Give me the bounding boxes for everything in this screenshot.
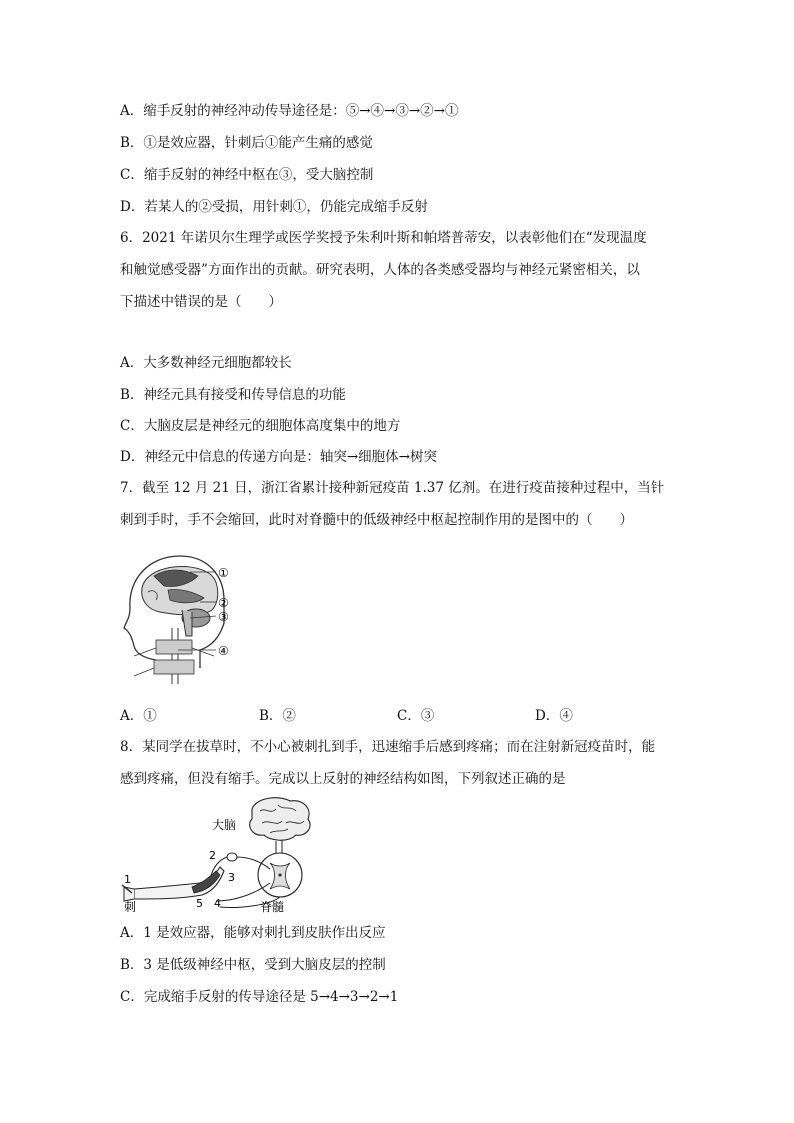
q6-option-d: D．神经元中信息的传递方向是：轴突→细胞体→树突: [120, 449, 437, 465]
q8-stem-line-1: 8．某同学在拔草时，不小心被刺扎到手，迅速缩手后感到疼痛；而在注射新冠疫苗时，能: [120, 739, 656, 755]
q8-label-1: 1: [124, 873, 131, 886]
q7-label-3: ③: [218, 610, 229, 624]
q8-label-brain: 大脑: [212, 818, 237, 832]
q8-label-5: 5: [196, 897, 203, 910]
q7-label-4: ④: [218, 644, 229, 658]
q8-label-2: 2: [209, 849, 216, 862]
q6-stem-line-3: 下描述中错误的是（ ）: [120, 294, 282, 310]
q7-option-d: D．④: [535, 708, 573, 724]
q6-option-c: C．大脑皮层是神经元的细胞体高度集中的地方: [120, 418, 401, 434]
q5-option-c: C．缩手反射的神经中枢在③，受大脑控制: [120, 167, 374, 183]
q5-option-d: D．若某人的②受损，用针刺①，仍能完成缩手反射: [120, 199, 428, 215]
q7-label-1: ①: [218, 566, 229, 580]
q8-option-a: A．1 是效应器，能够对刺扎到皮肤作出反应: [120, 925, 386, 941]
q7-stem-line-1: 7．截至 12 月 21 日，浙江省累计接种新冠疫苗 1.37 亿剂。在进行疫苗接种过程中，当针: [120, 480, 665, 496]
q8-stem-line-2: 感到疼痛，但没有缩手。完成以上反射的神经结构如图，下列叙述正确的是: [120, 771, 566, 787]
q8-option-b: B．3 是低级神经中枢，受到大脑皮层的控制: [120, 957, 386, 973]
q8-label-thorn: 刺: [124, 900, 137, 913]
q7-stem-line-2: 刺到手时，手不会缩回，此时对脊髓中的低级神经中枢起控制作用的是图中的（ ）: [120, 512, 633, 528]
q8-label-3: 3: [228, 871, 235, 884]
q7-label-2: ②: [218, 596, 229, 610]
q7-option-a: A．①: [120, 708, 157, 724]
q8-label-spinal-cord: 脊髓: [260, 900, 285, 913]
q7-option-c: C．③: [397, 708, 435, 724]
q7-option-b: B．②: [259, 708, 296, 724]
q8-option-c: C．完成缩手反射的传导途径是 5→4→3→2→1: [120, 989, 399, 1005]
q5-option-a: A．缩手反射的神经冲动传导途径是：⑤→④→③→②→①: [120, 103, 459, 119]
q5-option-b: B．①是效应器，针刺后①能产生痛的感觉: [120, 135, 373, 151]
q8-label-4: 4: [214, 897, 221, 910]
q6-stem-line-2: 和触觉感受器”方面作出的贡献。研究表明，人体的各类感受器均与神经元紧密相关，以: [120, 262, 640, 278]
q6-stem-line-1: 6．2021 年诺贝尔生理学或医学奖授予朱利叶斯和帕塔普蒂安，以表彰他们在“发现温度: [120, 230, 647, 246]
q8-reflex-arc-figure: [120, 795, 320, 913]
q6-option-a: A．大多数神经元细胞都较长: [120, 355, 292, 371]
q6-option-b: B．神经元具有接受和传导信息的功能: [120, 387, 346, 403]
q7-brain-figure: [120, 548, 260, 688]
